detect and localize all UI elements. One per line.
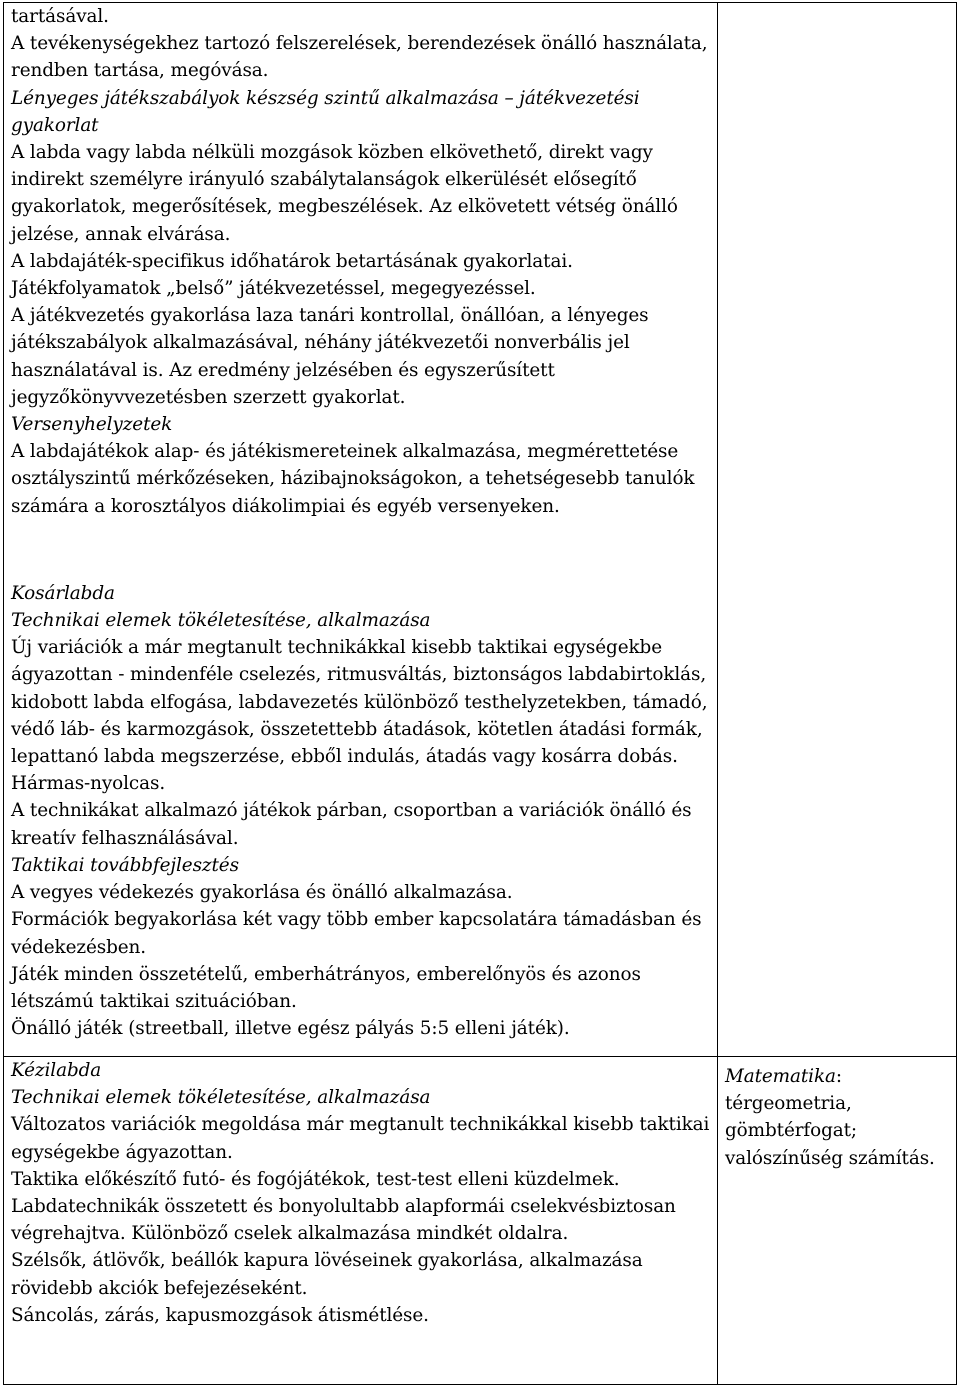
paragraph: Változatos variációk megoldása már megtanult technikákkal kisebb taktikai egységekbe ágyazottan. (11, 1114, 710, 1163)
section-heading: Versenyhelyzetek (11, 414, 173, 436)
cross-curricular-link (725, 1063, 950, 1172)
section-heading: Technikai elemek tökéletesítése, alkalmazása (11, 1087, 431, 1109)
curriculum-table (3, 2, 957, 1385)
content-cell (4, 3, 718, 1057)
paragraph: A labdajátékok alap- és játékismereteinek alkalmazása, megmérettetése osztályszintű mérkőzéseken, házibajnokságokon, a tehetségesebb tanulók számára a korosztályos diákolimpiai és egyéb versenyeken. (11, 441, 695, 517)
paragraph: Új variációk a már megtanult technikákkal kisebb taktikai egységekbe ágyazottan - mindenféle cselezés, ritmusváltás, biztonságos labdabirtoklás, kidobott labda elfogása, labdavezetés különböző testhelyzetekben, támadó, védő láb- és karmozgások, összetettebb átadások, kötetlen átadási formák, lepattanó labda megszerzése, ebből indulás, átadás vagy kosárra dobás. Hármas-nyolcas. (11, 637, 708, 795)
content-cell (4, 1057, 718, 1385)
paragraph: A tevékenységekhez tartozó felszerelések, berendezések önálló használata, rendben tartása, megóvása. (11, 33, 708, 82)
paragraph: A labdajáték-specifikus időhatárok betartásának gyakorlatai. (11, 250, 573, 272)
paragraph: Taktika előkészítő futó- és fogójátékok, test-test elleni küzdelmek. (11, 1168, 620, 1190)
section-heading: Kézilabda (11, 1060, 102, 1081)
paragraph: Játékfolyamatok „belső” játékvezetéssel, megegyezéssel. (11, 278, 536, 300)
paragraph: Formációk begyakorlása két vagy több ember kapcsolatára támadásban és védekezésben. (11, 909, 702, 958)
content-paragraphs (11, 3, 711, 1042)
paragraph: Szélsők, átlövők, beállók kapura lövéseinek gyakorlása, alkalmazása rövidebb akciók befejezéseként. (11, 1250, 643, 1299)
content-paragraphs (11, 1057, 711, 1329)
paragraph: tartásával. (11, 6, 109, 27)
subject-colon: : (835, 1066, 842, 1087)
section-heading: Kosárlabda (11, 582, 115, 604)
paragraph: A labda vagy labda nélküli mozgások közben elkövethető, direkt vagy indirekt személyre irányuló szabálytalanságok elkerülését elősegítő gyakorlatok, megerősítések, megbeszélések. Az elkövetett vétség önálló jelzése, annak elvárása. (11, 142, 678, 245)
connections-cell (718, 1057, 957, 1385)
paragraph: Labdatechnikák összetett és bonyolultabb alapformái cselekvésbiztosan végrehajtva. Különböző cselek alkalmazása mindkét oldalra. (11, 1196, 676, 1245)
paragraph: A vegyes védekezés gyakorlása és önálló alkalmazása. (11, 882, 513, 904)
table-row-ball-games (4, 3, 957, 1057)
table-row-handball (4, 1057, 957, 1385)
subject-topics: térgeometria, gömbtérfogat; valószínűség számítás. (725, 1093, 935, 1169)
paragraph: Sáncolás, zárás, kapusmozgások átismétlése. (11, 1304, 429, 1326)
paragraph: A technikákat alkalmazó játékok párban, csoportban a variációk önálló és kreatív felhasználásával. (11, 800, 692, 849)
section-heading: Technikai elemek tökéletesítése, alkalmazása (11, 610, 431, 632)
section-heading: Taktikai továbbfejlesztés (11, 854, 239, 876)
paragraph: Önálló játék (streetball, illetve egész pályás 5:5 elleni játék). (11, 1018, 570, 1040)
section-heading: Lényeges játékszabályok készség szintű alkalmazása – játékvezetési gyakorlat (11, 87, 640, 136)
paragraph-spacer (11, 536, 711, 564)
connections-cell (718, 3, 957, 1057)
paragraph: Játék minden összetételű, emberhátrányos, emberelőnyös és azonos létszámú taktikai szituációban. (11, 963, 641, 1012)
subject-name: Matematika (725, 1066, 836, 1087)
paragraph: A játékvezetés gyakorlása laza tanári kontrollal, önállóan, a lényeges játékszabályok alkalmazásával, néhány játékvezetői nonverbális jel használatával is. Az eredmény jelzésében és egyszerűsített jegyzőkönyvvezetésben szerzett gyakorlat. (11, 305, 649, 408)
